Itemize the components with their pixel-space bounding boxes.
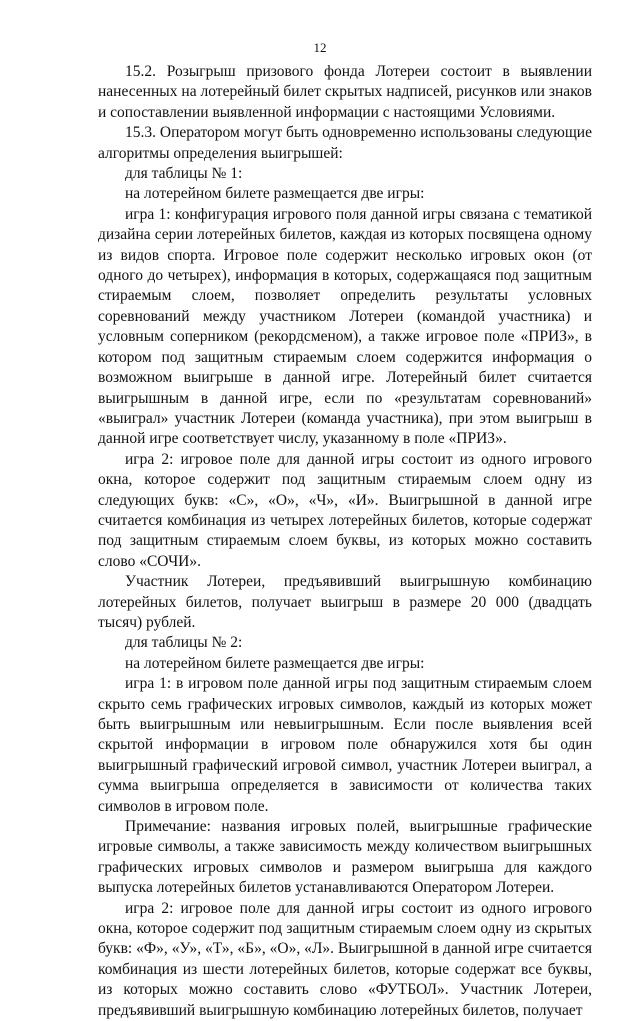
table-1-games-intro: на лотерейном билете размещается две игры: bbox=[125, 185, 425, 203]
table-2-game-2: игра 2: игровое поле для данной игры состоит из одного игрового окна, которое содержит под защитным стираемым слоем одну из скрытых букв: «Ф», «У», «Т», «Б», «О», «Л». Выигрышной в данной игре считается комбинация из шести лотерейных билетов, которые содержат все буквы, из которых можно составить слово «ФУТБОЛ». Участник Лотереи, предъявивший выигрышную комбинацию лотерейных билетов, получает bbox=[98, 899, 592, 1019]
paragraph-15-2: 15.2. Розыгрыш призового фонда Лотереи состоит в выявлении нанесенных на лотерейный билет скрытых надписей, рисунков или знаков и сопоставлении выявленной информации с настоящими Условиями. bbox=[98, 63, 592, 121]
table-1-heading: для таблицы № 1: bbox=[125, 165, 243, 183]
paragraph-15-3: 15.3. Оператором могут быть одновременно использованы следующие алгоритмы определения выигрышей: bbox=[98, 124, 592, 162]
table-1-game-1: игра 1: конфигурация игрового поля данной игры связана с тематикой дизайна серии лотерейных билетов, каждая из которых посвящена одному из видов спорта. Игровое поле содержит несколько игровых окон (от одного до четырех), информация в которых, содержащаяся под защитным стираемым слоем, позволяет определить результаты условных соревнований между участником Лотереи (командой участника) и условным соперником (рекордсменом), а также игровое поле «ПРИЗ», в котором под защитным стираемым слоем содержится информация о возможном выигрыше в данной игре. Лотерейный билет считается выигрышным в данной игре, если по «результатам соревнований» «выиграл» участник Лотереи (команда участника), при этом выигрыш в данной игре соответствует числу, указанному в поле «ПРИЗ». bbox=[98, 205, 592, 448]
table-2-games-intro: на лотерейном билете размещается две игры: bbox=[125, 654, 425, 672]
document-body bbox=[98, 62, 592, 1021]
page-number: 12 bbox=[313, 40, 327, 55]
table-1-game-2: игра 2: игровое поле для данной игры состоит из одного игрового окна, которое содержит под защитным стираемым слоем одну из следующих букв: «С», «О», «Ч», «И». Выигрышной в данной игре считается комбинация из четырех лотерейных билетов, которые содержат под защитным стираемым слоем буквы, из которых можно составить слово «СОЧИ». bbox=[98, 450, 592, 570]
table-2-note: Примечание: названия игровых полей, выигрышные графические игровые символы, а также зависимость между количеством выигрышных графических игровых символов и размером выигрыша для каждого выпуска лотерейных билетов устанавливаются Оператором Лотереи. bbox=[98, 818, 592, 897]
table-2-heading: для таблицы № 2: bbox=[125, 634, 243, 652]
table-1-prize: Участник Лотереи, предъявивший выигрышную комбинацию лотерейных билетов, получает выигрыш в размере 20 000 (двадцать тысяч) рублей. bbox=[98, 573, 592, 631]
table-2-game-1: игра 1: в игровом поле данной игры под защитным стираемым слоем скрыто семь графических игровых символов, каждый из которых может быть выигрышным или невыигрышным. Если после выявления всей скрытой информации в игровом поле обнаружился хотя бы один выигрышный графический игровой символ, участник Лотереи выиграл, а сумма выигрыша определяется в зависимости от количества таких символов в игровом поле. bbox=[98, 675, 592, 815]
